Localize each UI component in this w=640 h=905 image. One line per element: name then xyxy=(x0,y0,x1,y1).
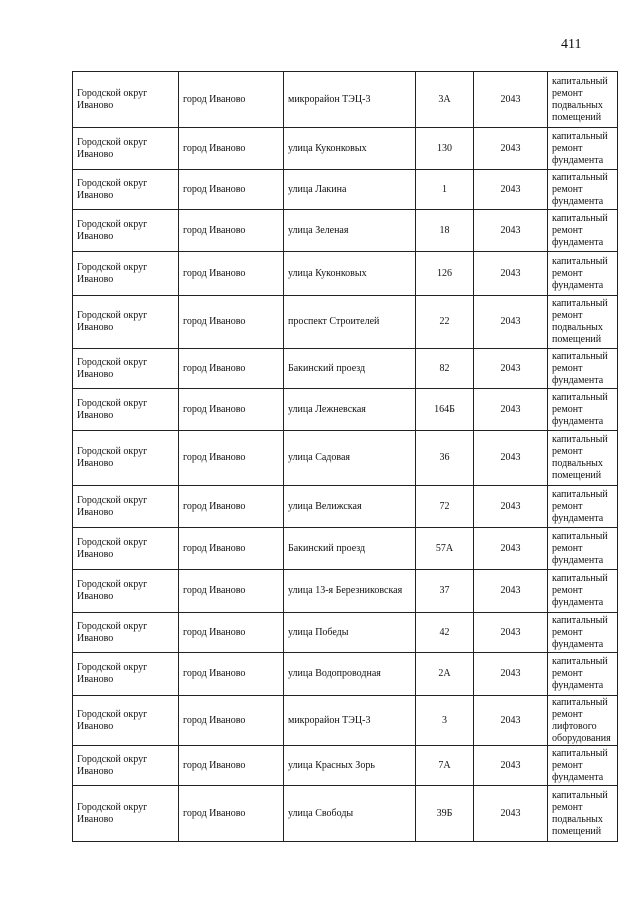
table-row xyxy=(73,389,618,431)
street-cell: улица Куконковых xyxy=(284,128,416,170)
street-cell: улица Красных Зорь xyxy=(284,746,416,786)
district-cell: Городской округ Иваново xyxy=(73,296,179,349)
work-type-cell: капитальный ремонт фундамента xyxy=(548,528,618,570)
district-cell: Городской округ Иваново xyxy=(73,696,179,746)
house-number-cell: 3 xyxy=(416,696,474,746)
work-type-cell: капитальный ремонт фундамента xyxy=(548,170,618,210)
work-type-cell: капитальный ремонт фундамента xyxy=(548,613,618,653)
city-cell: город Иваново xyxy=(179,252,284,296)
table-row xyxy=(73,528,618,570)
year-cell: 2043 xyxy=(474,170,548,210)
street-cell: улица Свободы xyxy=(284,786,416,842)
city-cell: город Иваново xyxy=(179,528,284,570)
year-cell: 2043 xyxy=(474,746,548,786)
street-cell: улица Лежневская xyxy=(284,389,416,431)
house-number-cell: 7А xyxy=(416,746,474,786)
city-cell: город Иваново xyxy=(179,570,284,613)
district-cell: Городской округ Иваново xyxy=(73,72,179,128)
work-type-cell: капитальный ремонт подвальных помещений xyxy=(548,786,618,842)
repair-registry-table xyxy=(72,71,618,842)
street-cell: микрорайон ТЭЦ-3 xyxy=(284,696,416,746)
work-type-cell: капитальный ремонт подвальных помещений xyxy=(548,431,618,486)
district-cell: Городской округ Иваново xyxy=(73,252,179,296)
district-cell: Городской округ Иваново xyxy=(73,210,179,252)
street-cell: улица 13-я Березниковская xyxy=(284,570,416,613)
work-type-cell: капитальный ремонт лифтового оборудования xyxy=(548,696,618,746)
year-cell: 2043 xyxy=(474,389,548,431)
table-row xyxy=(73,696,618,746)
year-cell: 2043 xyxy=(474,696,548,746)
year-cell: 2043 xyxy=(474,613,548,653)
city-cell: город Иваново xyxy=(179,389,284,431)
district-cell: Городской округ Иваново xyxy=(73,786,179,842)
city-cell: город Иваново xyxy=(179,431,284,486)
year-cell: 2043 xyxy=(474,486,548,528)
work-type-cell: капитальный ремонт фундамента xyxy=(548,486,618,528)
work-type-cell: капитальный ремонт фундамента xyxy=(548,210,618,252)
street-cell: микрорайон ТЭЦ-3 xyxy=(284,72,416,128)
year-cell: 2043 xyxy=(474,431,548,486)
year-cell: 2043 xyxy=(474,653,548,696)
district-cell: Городской округ Иваново xyxy=(73,746,179,786)
year-cell: 2043 xyxy=(474,786,548,842)
table-row xyxy=(73,613,618,653)
house-number-cell: 126 xyxy=(416,252,474,296)
table-row xyxy=(73,210,618,252)
house-number-cell: 3А xyxy=(416,72,474,128)
work-type-cell: капитальный ремонт подвальных помещений xyxy=(548,296,618,349)
street-cell: улица Победы xyxy=(284,613,416,653)
street-cell: улица Зеленая xyxy=(284,210,416,252)
table-row xyxy=(73,252,618,296)
street-cell: улица Водопроводная xyxy=(284,653,416,696)
work-type-cell: капитальный ремонт подвальных помещений xyxy=(548,72,618,128)
work-type-cell: капитальный ремонт фундамента xyxy=(548,389,618,431)
city-cell: город Иваново xyxy=(179,349,284,389)
street-cell: проспект Строителей xyxy=(284,296,416,349)
city-cell: город Иваново xyxy=(179,746,284,786)
city-cell: город Иваново xyxy=(179,653,284,696)
city-cell: город Иваново xyxy=(179,613,284,653)
work-type-cell: капитальный ремонт фундамента xyxy=(548,128,618,170)
district-cell: Городской округ Иваново xyxy=(73,486,179,528)
table-row xyxy=(73,128,618,170)
city-cell: город Иваново xyxy=(179,296,284,349)
district-cell: Городской округ Иваново xyxy=(73,528,179,570)
city-cell: город Иваново xyxy=(179,128,284,170)
year-cell: 2043 xyxy=(474,128,548,170)
year-cell: 2043 xyxy=(474,570,548,613)
district-cell: Городской округ Иваново xyxy=(73,653,179,696)
house-number-cell: 36 xyxy=(416,431,474,486)
house-number-cell: 37 xyxy=(416,570,474,613)
year-cell: 2043 xyxy=(474,349,548,389)
district-cell: Городской округ Иваново xyxy=(73,613,179,653)
district-cell: Городской округ Иваново xyxy=(73,431,179,486)
district-cell: Городской округ Иваново xyxy=(73,128,179,170)
table-row xyxy=(73,170,618,210)
table-row xyxy=(73,486,618,528)
table-row xyxy=(73,786,618,842)
year-cell: 2043 xyxy=(474,296,548,349)
street-cell: Бакинский проезд xyxy=(284,528,416,570)
house-number-cell: 130 xyxy=(416,128,474,170)
city-cell: город Иваново xyxy=(179,486,284,528)
house-number-cell: 2А xyxy=(416,653,474,696)
district-cell: Городской округ Иваново xyxy=(73,170,179,210)
city-cell: город Иваново xyxy=(179,210,284,252)
street-cell: улица Велижская xyxy=(284,486,416,528)
table-row xyxy=(73,431,618,486)
house-number-cell: 18 xyxy=(416,210,474,252)
house-number-cell: 1 xyxy=(416,170,474,210)
year-cell: 2043 xyxy=(474,528,548,570)
table-row xyxy=(73,570,618,613)
work-type-cell: капитальный ремонт фундамента xyxy=(548,746,618,786)
year-cell: 2043 xyxy=(474,72,548,128)
district-cell: Городской округ Иваново xyxy=(73,349,179,389)
table-row xyxy=(73,653,618,696)
street-cell: Бакинский проезд xyxy=(284,349,416,389)
page-number: 411 xyxy=(561,37,582,52)
house-number-cell: 57А xyxy=(416,528,474,570)
house-number-cell: 72 xyxy=(416,486,474,528)
table-row xyxy=(73,72,618,128)
work-type-cell: капитальный ремонт фундамента xyxy=(548,653,618,696)
table-row xyxy=(73,746,618,786)
year-cell: 2043 xyxy=(474,252,548,296)
house-number-cell: 39Б xyxy=(416,786,474,842)
year-cell: 2043 xyxy=(474,210,548,252)
street-cell: улица Куконковых xyxy=(284,252,416,296)
work-type-cell: капитальный ремонт фундамента xyxy=(548,570,618,613)
house-number-cell: 164Б xyxy=(416,389,474,431)
house-number-cell: 42 xyxy=(416,613,474,653)
district-cell: Городской округ Иваново xyxy=(73,389,179,431)
house-number-cell: 22 xyxy=(416,296,474,349)
city-cell: город Иваново xyxy=(179,696,284,746)
city-cell: город Иваново xyxy=(179,170,284,210)
city-cell: город Иваново xyxy=(179,786,284,842)
work-type-cell: капитальный ремонт фундамента xyxy=(548,252,618,296)
table-row xyxy=(73,296,618,349)
house-number-cell: 82 xyxy=(416,349,474,389)
district-cell: Городской округ Иваново xyxy=(73,570,179,613)
work-type-cell: капитальный ремонт фундамента xyxy=(548,349,618,389)
table-row xyxy=(73,349,618,389)
city-cell: город Иваново xyxy=(179,72,284,128)
street-cell: улица Садовая xyxy=(284,431,416,486)
street-cell: улица Лакина xyxy=(284,170,416,210)
